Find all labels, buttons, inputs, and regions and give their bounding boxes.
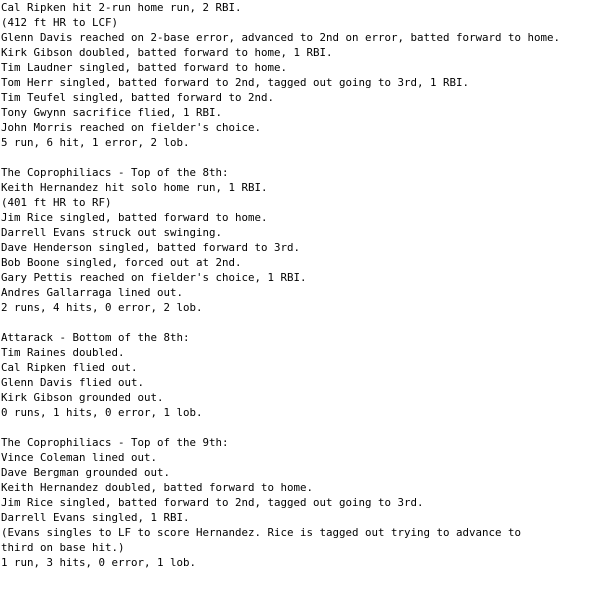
log-line: John Morris reached on fielder's choice. (1, 121, 262, 134)
log-line: Kirk Gibson grounded out. (1, 391, 164, 404)
log-line: Jim Rice singled, batted forward to home. (1, 211, 268, 224)
log-line: Andres Gallarraga lined out. (1, 286, 184, 299)
log-line: Keith Hernandez doubled, batted forward to home. (1, 481, 314, 494)
inning-header: The Coprophiliacs - Top of the 9th: (1, 436, 229, 449)
log-line: (412 ft HR to LCF) (1, 16, 119, 29)
log-line: Tim Raines doubled. (1, 346, 125, 359)
log-line: Darrell Evans singled, 1 RBI. (1, 511, 190, 524)
log-line: Cal Ripken flied out. (1, 361, 138, 374)
log-line: Kirk Gibson doubled, batted forward to home, 1 RBI. (1, 46, 333, 59)
inning-header: The Coprophiliacs - Top of the 8th: (1, 166, 229, 179)
log-line: Glenn Davis reached on 2-base error, advanced to 2nd on error, batted forward to home. (1, 31, 561, 44)
log-line: Dave Henderson singled, batted forward to 3rd. (1, 241, 301, 254)
log-line: Darrell Evans struck out swinging. (1, 226, 223, 239)
log-line: (Evans singles to LF to score Hernandez. Rice is tagged out trying to advance to (1, 526, 522, 539)
blank-line (1, 420, 610, 435)
inning-header: Attarack - Bottom of the 8th: (1, 331, 190, 344)
log-line: Glenn Davis flied out. (1, 376, 145, 389)
log-line: Keith Hernandez hit solo home run, 1 RBI. (1, 181, 268, 194)
blank-line (1, 315, 610, 330)
blank-line (1, 150, 610, 165)
log-line: Vince Coleman lined out. (1, 451, 158, 464)
log-line: Cal Ripken hit 2-run home run, 2 RBI. (1, 1, 242, 14)
log-line: (401 ft HR to RF) (1, 196, 112, 209)
log-line: Jim Rice singled, batted forward to 2nd, tagged out going to 3rd. (1, 496, 424, 509)
inning-summary: 2 runs, 4 hits, 0 error, 2 lob. (1, 301, 203, 314)
log-line: Gary Pettis reached on fielder's choice, 1 RBI. (1, 271, 307, 284)
inning-summary: 5 run, 6 hit, 1 error, 2 lob. (1, 136, 190, 149)
log-line: Dave Bergman grounded out. (1, 466, 171, 479)
log-line: Tim Teufel singled, batted forward to 2nd. (1, 91, 275, 104)
log-line: third on base hit.) (1, 541, 125, 554)
inning-summary: 1 run, 3 hits, 0 error, 1 lob. (1, 556, 197, 569)
inning-summary: 0 runs, 1 hits, 0 error, 1 lob. (1, 406, 203, 419)
log-line: Tim Laudner singled, batted forward to home. (1, 61, 288, 74)
log-line: Tony Gwynn sacrifice flied, 1 RBI. (1, 106, 223, 119)
log-line: Bob Boone singled, forced out at 2nd. (1, 256, 242, 269)
log-line: Tom Herr singled, batted forward to 2nd, tagged out going to 3rd, 1 RBI. (1, 76, 470, 89)
